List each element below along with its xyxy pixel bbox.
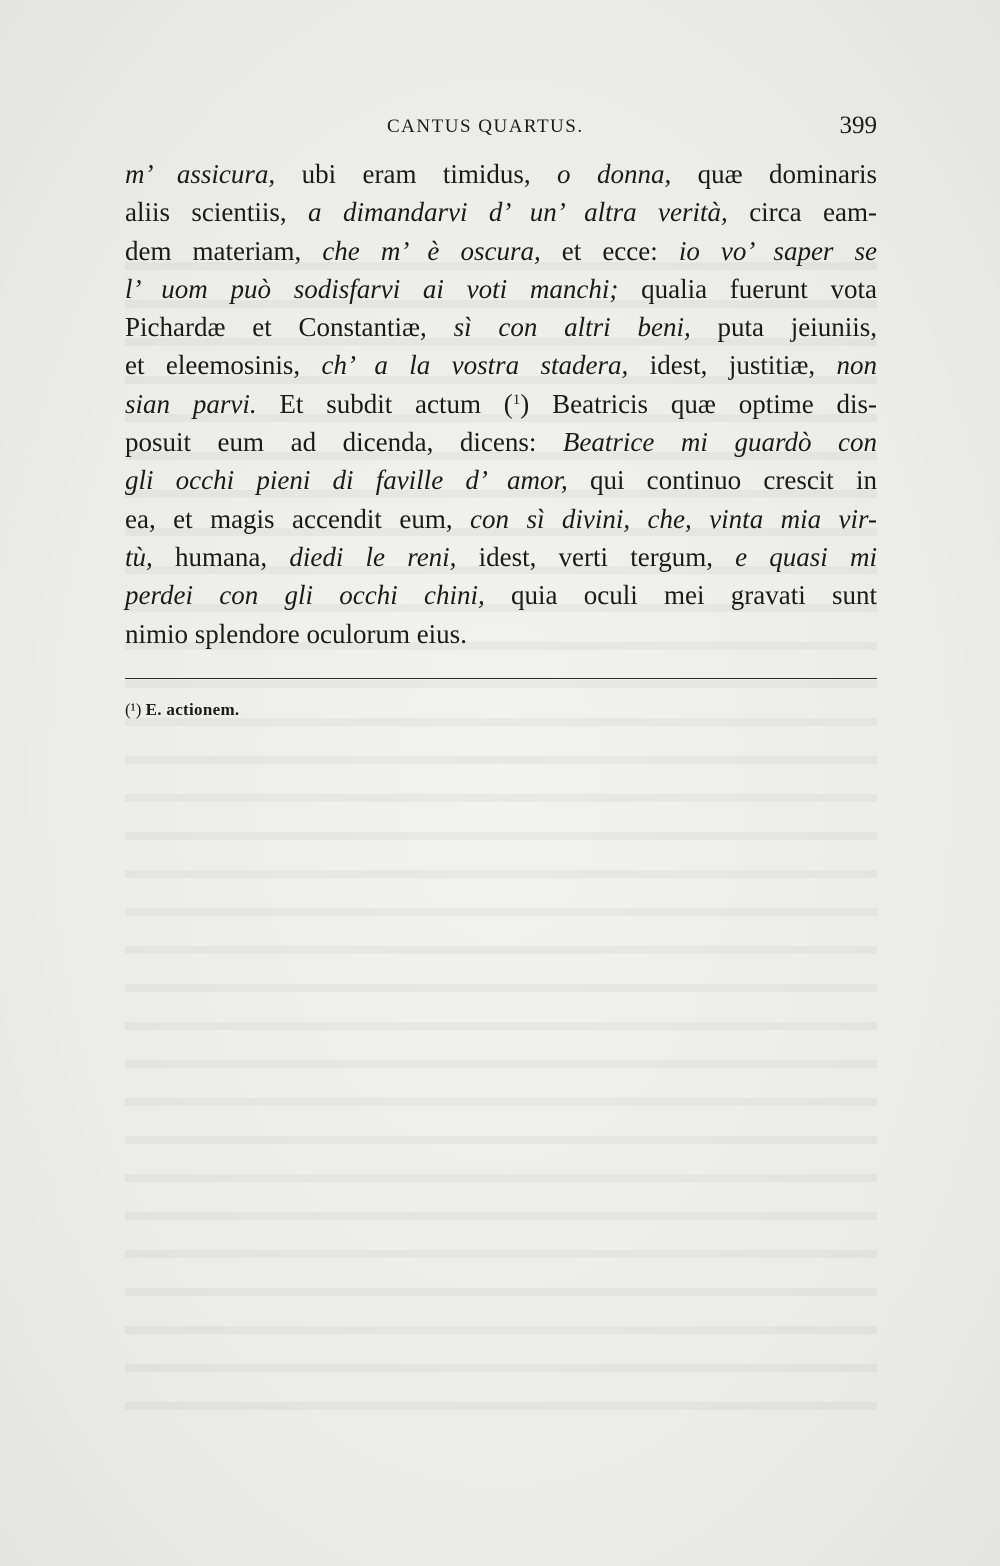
text-line xyxy=(125,308,877,346)
text-roman: nimio splendore oculorum eius. xyxy=(125,618,467,649)
text-roman: ea, et magis accendit eum, xyxy=(125,503,471,534)
text-line xyxy=(125,538,877,576)
text-roman: ) Beatricis quæ optime dis- xyxy=(520,388,877,419)
text-italic: a dimandarvi d’ un’ altra verità, xyxy=(308,197,728,228)
text-italic: non xyxy=(836,350,877,381)
page-number: 399 xyxy=(839,112,877,139)
text-line xyxy=(125,155,877,193)
text-italic: diedi le reni, xyxy=(289,541,457,572)
footnote xyxy=(125,700,239,720)
text-italic: Beatrice mi guardò con xyxy=(562,427,877,458)
text-roman: ubi eram timidus, xyxy=(275,159,558,189)
footnote-rule xyxy=(125,678,877,679)
body-text xyxy=(125,155,877,653)
text-line xyxy=(125,193,877,231)
text-italic: o donna, xyxy=(557,159,672,189)
text-italic: gli occhi pieni di faville d’ amor, xyxy=(125,465,568,496)
page-header xyxy=(125,112,877,142)
text-italic: che m’ è oscura, xyxy=(322,235,541,266)
text-italic: io vo’ saper se xyxy=(678,235,877,266)
text-roman: Et subdit actum ( xyxy=(256,388,513,419)
text-line xyxy=(125,576,877,614)
text-roman: idest, justitiæ, xyxy=(628,350,837,381)
running-head: CANTUS QUARTUS. xyxy=(387,116,584,137)
text-line xyxy=(125,615,877,653)
text-roman: et eleemosinis, xyxy=(125,350,322,381)
text-roman: idest, verti tergum, xyxy=(456,541,736,572)
text-italic: con sì divini, che, vinta mia vir- xyxy=(470,503,877,534)
text-roman: circa eam- xyxy=(727,197,878,228)
text-italic: sian parvi. xyxy=(125,388,257,419)
text-roman: et ecce: xyxy=(540,235,679,266)
footnote-reference[interactable]: 1 xyxy=(512,391,521,408)
footnote-text: E. actionem. xyxy=(145,700,240,719)
text-italic: l’ uom può sodisfarvi ai voti manchi; xyxy=(125,273,619,304)
text-roman: qui continuo crescit in xyxy=(567,465,877,496)
text-roman: humana, xyxy=(152,541,290,572)
text-italic: ch’ a la vostra stadera, xyxy=(321,350,629,381)
text-italic: m’ assicura, xyxy=(125,159,276,189)
text-italic: tù, xyxy=(125,541,153,572)
text-line xyxy=(125,461,877,499)
text-line xyxy=(125,346,877,384)
text-line xyxy=(125,385,877,423)
text-italic: perdei con gli occhi chini, xyxy=(125,580,485,611)
text-roman: quæ dominaris xyxy=(671,159,877,189)
text-roman: puta jeiuniis, xyxy=(690,312,878,343)
text-line xyxy=(125,270,877,308)
text-line xyxy=(125,423,877,461)
text-italic: e quasi mi xyxy=(735,541,877,572)
text-line xyxy=(125,500,877,538)
text-roman: dem materiam, xyxy=(125,235,323,266)
text-italic: sì con altri beni, xyxy=(453,312,691,343)
text-roman: Pichardæ et Constantiæ, xyxy=(125,312,454,343)
text-line xyxy=(125,232,877,270)
text-roman: aliis scientiis, xyxy=(125,197,309,228)
footnote-marker: (¹) xyxy=(125,700,142,719)
text-roman: posuit eum ad dicenda, dicens: xyxy=(125,427,563,458)
text-roman: quia oculi mei gravati sunt xyxy=(484,580,877,611)
text-roman: qualia fuerunt vota xyxy=(618,273,877,304)
